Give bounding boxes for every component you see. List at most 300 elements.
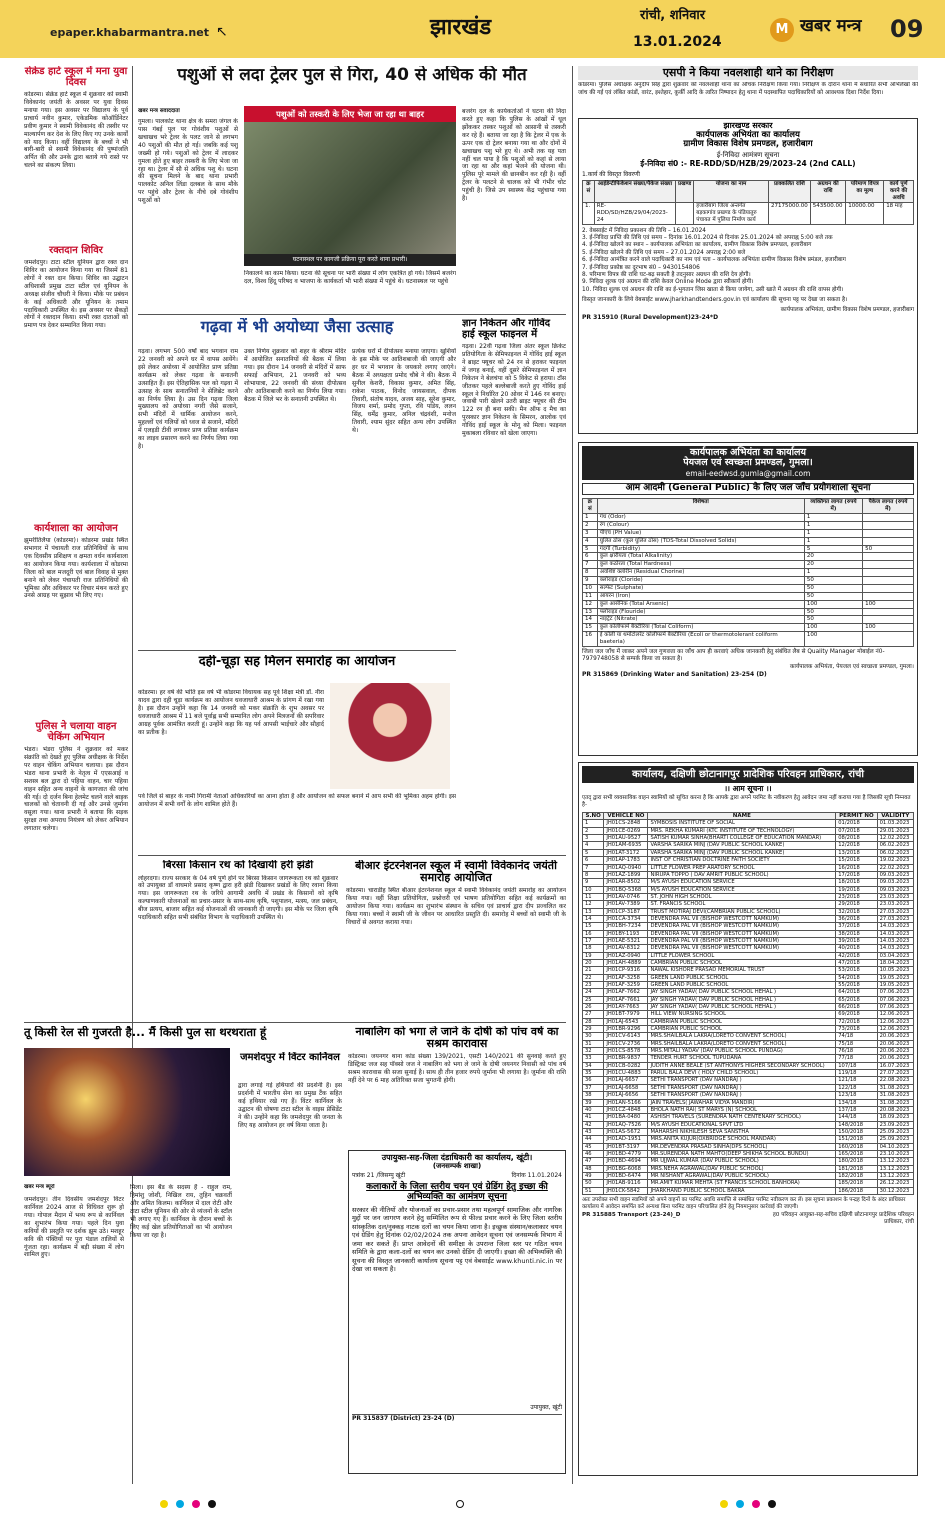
nabalig-story — [348, 1026, 566, 1148]
page-number: 09 — [890, 15, 924, 43]
table-cell: M/S AYUSH EDUCATION SERVICE — [648, 879, 836, 886]
article-headline: कार्यशाला का आयोजन — [34, 523, 118, 534]
table-cell: JH01AR-8502 — [604, 879, 648, 886]
table-cell: JH01AD-1951 — [604, 1136, 648, 1143]
table-cell: 19/2018 — [836, 886, 877, 893]
table-cell: 7 — [583, 864, 604, 871]
table-cell: 47 — [583, 1158, 604, 1165]
table-cell: 23.10.2023 — [877, 1150, 913, 1157]
table-row — [583, 1077, 914, 1084]
table-cell: VARSHA SARIKA MINJ (DAV PUBLIC SCHOOL KANKE) — [648, 849, 836, 856]
table-header-cell: NAME — [648, 812, 836, 820]
article-body: लोहरदगा। राज्य सरकार के 04 वर्ष पूर्ण होने पर बिरसा किसान जागरूकता रथ को शुक्रवार को उपायुक्त डॉ वाघमारे प्रसाद कृष्ण द्वारा हरी झंडी दिखाकर प्रखंडों के लिए रवाना किया गया। इस जागरूकता रथ के जरिये आगामी अवधि में प्रखंड के किसानों को कृषि कल्याणकारी योजनाओं का प्रचार-प्रसार के साथ-साथ कृषि, पशुपालन, मत्स्य, जल प्रबंधन, बीज प्रत्यय, बाजार सहित कई योजनाओं की जानकारी दी जाएगी। इस मौके पर जिला कृषि पदाधिकारी सहित सभी संबंधित विभाग के पदाधिकारी उपस्थित थे। — [138, 874, 338, 922]
table-cell — [863, 608, 914, 616]
table-row — [583, 1055, 914, 1062]
table-cell: 1 — [804, 529, 862, 537]
table-row — [583, 996, 914, 1003]
table-header-cell: कार्य पूर्ण करने की अवधि — [884, 181, 914, 203]
table-cell: 04.10.2023 — [877, 1143, 913, 1150]
table-row — [583, 1158, 914, 1165]
article-headline: पुलिस ने चलाया वाहन चेकिंग अभियान — [35, 721, 117, 743]
tender-point: 3. ई-निविदा प्राप्ति की तिथि एवं समय – दिनांक 16.01.2024 से दिनांक 25.01.2024 को अपराह्न 5:00 बजे तक — [582, 235, 833, 242]
registration-mark — [208, 1500, 216, 1508]
table-cell: 107/18 — [836, 1062, 877, 1069]
article-body: मिला। इस बैंड के सदस्य हैं - राहुल राम, हिमांशु जोशी, निखिल राय, तुहिन चक्रवर्ती और अमित किलम। कार्निवल में दाल रोटी और टाटा स्टील यूनियन की ओर से व्यंजनों के स्टॉल भी लगाए गए हैं। कार्निवल के दौरान बच्चों के लिए कई खेल प्रतियोगिताओं का भी आयोजन किया जा रहा है। — [130, 1184, 232, 1239]
table-row — [583, 545, 914, 553]
table-cell: CAMBRIAN PUBLIC SCHOOL — [648, 1026, 836, 1033]
table-cell: BHOLA NATH RAI( ST MARYS (N) SCHOOL — [648, 1106, 836, 1113]
table-cell: 37 — [583, 1084, 604, 1091]
table-cell: 15/2018 — [836, 857, 877, 864]
table-row — [583, 1011, 914, 1018]
concert-photo — [24, 1048, 230, 1176]
table-cell: 100 — [804, 600, 862, 608]
section-rule — [138, 855, 566, 856]
table-cell: 42/2018 — [836, 952, 877, 959]
table-row — [583, 1128, 914, 1135]
table-row — [583, 1187, 914, 1194]
dahi-story — [138, 655, 456, 855]
table-row — [583, 1018, 914, 1025]
table-cell: 100 — [863, 600, 914, 608]
table-cell: JH01BD-4779 — [604, 1150, 648, 1157]
table-cell: 12.06.2023 — [877, 1018, 913, 1025]
table-cell: 31 — [583, 1040, 604, 1047]
table-cell: 31.08.2023 — [877, 1092, 913, 1099]
table-cell: 01.03.2023 — [877, 820, 913, 827]
table-cell: 150/2018 — [836, 1128, 877, 1135]
table-cell: 50 — [804, 616, 862, 624]
table-cell: 27.03.2023 — [877, 908, 913, 915]
site-url[interactable]: epaper.khabarmantra.net — [50, 26, 209, 39]
table-row — [583, 886, 914, 893]
table-cell: JAIN TRAVELS( JAWAHAR VIDYA MANDIR) — [648, 1099, 836, 1106]
article-headline: सेक्रेड हार्ट स्कूल में मना युवा दिवस — [24, 66, 128, 88]
table-cell: LITTLE FLOWER SCHOOL — [648, 952, 836, 959]
notice-sub: ई-निविदा आमंत्रण सूचना — [716, 151, 780, 160]
table-header-cell: प्रखण्ड — [676, 181, 694, 203]
article-body: प्रत्येक घरों में दीपोत्सव मनाया जाएगा। खुशियों के इस मौके पर आतिशबाजी की जाएगी और हर घर में भगवान के जयकारे लगाए जाएंगे। बैठक में अध्यक्षता प्रमोद चौबे ने की। बैठक में सुनील केशरी, विकास कुमार, अमित सिंह, राकेश पाठक, विनोद जायसवाल, दीपक तिवारी, संतोष यादव, अजय साह, सुरेश कुमार, विजय शर्मा, प्रमोद गुप्ता, रवि पांडेय, ललन सिंह, धर्मेंद्र कुमार, अनिल चंद्रवंशी, मनोज तिवारी, श्याम सुंदर सहित अन्य लोग उपस्थित थे। — [352, 348, 456, 435]
table-cell: 39 — [583, 1099, 604, 1106]
table-row — [583, 1004, 914, 1011]
table-cell — [863, 577, 914, 585]
notice-dept: उपायुक्त-सह-जिला दंडाधिकारी का कार्यालय, खूंटी। — [381, 1153, 533, 1162]
table-cell: 18 — [583, 945, 604, 952]
table-cell: JH01AY-7663 — [604, 1004, 648, 1011]
table-cell: MR.DEVENDRA PRASAD SINHA(DPS SCHOOL) — [648, 1143, 836, 1150]
notice-branch: (जनसम्पर्क शाखा) — [432, 1161, 482, 1170]
table-cell: 34 — [583, 1062, 604, 1069]
table-cell: HILL VIEW NURSING SCHOOL — [648, 1011, 836, 1018]
table-row — [583, 1062, 914, 1069]
table-cell: 18.04.2023 — [877, 959, 913, 966]
table-cell: 5 — [583, 545, 598, 553]
table-cell: अवशिष्ट क्लोरीन (Residual Chorine) — [597, 569, 804, 577]
tender-point: 4. ई-निविदा खोलने का स्थान – कार्यपालक अभियंता का कार्यालय, ग्रामीण विकास विशेष प्रमण्डल, हजारीबाग — [582, 242, 812, 249]
table-cell: 16.07.2023 — [877, 1062, 913, 1069]
table-cell: MRS. REKHA KUMARI (KTC INSTITUTE OF TECHNOLOGY) — [648, 827, 836, 834]
article-headline: बीआर इंटरनेशनल स्कूल में स्वामी विवेकानंद जयंती समारोह आयोजित — [355, 860, 557, 885]
table-cell: 9 — [583, 879, 604, 886]
table-row — [583, 849, 914, 856]
table-cell: 1. — [583, 202, 595, 224]
table-cell: 23/2018 — [836, 893, 877, 900]
table-row — [583, 1143, 914, 1150]
pr-number: PR 315837 (District) 23-24 (D) — [352, 1414, 562, 1423]
table-cell: 16 — [583, 632, 598, 647]
table-cell: 15 — [583, 923, 604, 930]
tender-point: 10. निविदा शुल्क एवं अग्रधन की राशि का ई-भुगतान जिस खाता से किया जायेगा, उसी खाते में अग्रधन की राशि वापस होगी। — [582, 286, 844, 293]
table-cell: 4 — [583, 842, 604, 849]
table-cell: 20.06.2023 — [877, 1055, 913, 1062]
table-cell: JH01CA-3734 — [604, 915, 648, 922]
table-cell: JH01CU-4883 — [604, 1070, 648, 1077]
table-cell: MR UJJWAL KUMAR (DAV PUBLIC SCHOOL) — [648, 1158, 836, 1165]
table-cell: 03.04.2023 — [877, 952, 913, 959]
article-headline: बिरसा किसान रथ को दिखायी हरी झंडी — [162, 860, 314, 871]
table-cell: 21 — [583, 967, 604, 974]
table-cell: 50 — [804, 577, 862, 585]
table-cell: 74/18 — [836, 1033, 877, 1040]
table-cell: 49 — [583, 1172, 604, 1179]
table-cell: 50 — [804, 608, 862, 616]
table-cell: LITTLE FLOWER PREP ARATORY SCHOOL — [648, 864, 836, 871]
article-body: कोडरमा। जयनगर थाना कांड संख्या 139/2021, एसटी 140/2021 की सुनवाई करते हुए डिस्ट्रिक्ट जज सह पॉक्सो जज ने नाबालिग को भगा ले जाने के दोषी जयनगर निवासी को पांच वर्ष सश्रम कारावास की सजा सुनाई है। साथ ही तीन हजार रुपये जुर्माना भी लगाया है। जुर्माना की राशि नहीं देने पर 6 माह अतिरिक्त सजा भुगतनी होगी। — [348, 1053, 566, 1084]
table-cell: SYMBOSIS INSTITUTE OF SOCIAL — [648, 820, 836, 827]
table-cell: गंदगी (Turbidity) — [597, 545, 804, 553]
table-cell: 11 — [583, 893, 604, 900]
table-cell: 23 — [583, 982, 604, 989]
table-cell: 165/2018 — [836, 1150, 877, 1157]
edition-date: 13.01.2024 — [633, 34, 722, 50]
table-cell: 25.09.2023 — [877, 1136, 913, 1143]
table-cell: 15 — [583, 624, 598, 632]
table-row — [583, 1040, 914, 1047]
table-cell: 6 — [583, 857, 604, 864]
table-cell: JH01CP-3187 — [604, 908, 648, 915]
table-cell: 13.12.2023 — [877, 1165, 913, 1172]
registration-mark — [752, 1500, 760, 1508]
table-cell: 12.06.2023 — [877, 1026, 913, 1033]
table-cell: JH01CV-2736 — [604, 1040, 648, 1047]
notice-body: सरकार की नीतियों और योजनाओं का प्रचार-प्रसार तथा महत्वपूर्ण सामाजिक और नागरिक मुद्दों पर जन जागरण करने हेतु सम्मिलित रूप से फील्ड प्रचार करने के लिए जिला स्तरीय सांस्कृतिक दल/नुक्कड़ नाटक दलों का चयन किया जाना है। इच्छुक संस्थान/कलाकार चयन एवं ग्रेडिंग हेतु दिनांक 02/02/2024 तक अपना आवेदन सूचना एवं जनसम्पर्क विभाग में जमा कर सकते हैं। प्राप्त आवेदनों की समीक्षा के उपरान्त जिला स्तर पर गठित चयन समिति के द्वारा कला-दलों का चयन कर उनको ग्रेडिंग दी जाएगी। इच्छा की अभिव्यक्ति की सूचना की विस्तृत जानकारी कार्यालय सूचना पट्ट एवं वेबसाईट www.khunti.nic.in पर देखा जा सकता है। — [352, 1205, 562, 1273]
table-cell: JH01CB-0282 — [604, 1062, 648, 1069]
table-cell: 16/2018 — [836, 864, 877, 871]
table-cell: JH01AQ-7526 — [604, 1121, 648, 1128]
table-cell: 36/2018 — [836, 915, 877, 922]
table-cell: MRS.SHAILBALA LAKRA(LORETO CONVENT SCHOOL) — [648, 1040, 836, 1047]
tender-point: 5. ई-निविदा खोलने की तिथि एवं समय – 27.01.2024 अपराह्न 2:00 बजे — [582, 249, 746, 256]
notice-sign: कार्यपालक अभियंता, ग्रामीण विकास विशेष प्रमण्डल, हजारीबाग — [780, 306, 914, 313]
table-row — [583, 1033, 914, 1040]
table-cell: ASHISH TRAVELS (SURENDRA NATH CENTENARY SCHOOL) — [648, 1114, 836, 1121]
table-cell: 17/2018 — [836, 871, 877, 878]
article-body: निकालने का काम किया। घटना की सूचना पर भारी संख्या में लोग एकत्रित हो गये। जिसमें बजरंग दल, विश्व हिंदू परिषद व भाजपा के कार्यकर्ता भी भारी संख्या में पहुंचे थे। घटनास्थल पर पहुंचे — [244, 270, 456, 285]
table-cell: NAWAL KISHORE PRASAD MEMORIAL TRUST — [648, 967, 836, 974]
table-cell: 13.12.2023 — [877, 1172, 913, 1179]
table-cell: JH01AT-3172 — [604, 849, 648, 856]
tender-table — [582, 180, 914, 224]
table-cell: 44 — [583, 1136, 604, 1143]
table-cell: 18 माह — [884, 202, 914, 224]
tender-point: 2. वेबसाईट में निविदा प्रकाशन की तिथि – 16.01.2024 — [582, 227, 706, 234]
table-cell: TRUST MOTIRAJ DEVI(CAMBRIAN PUBLIC SCHOOL) — [648, 908, 836, 915]
table-row — [583, 632, 914, 647]
table-cell: MR.SURENDRA NATH MAHTO(DEEP SHIKHA SCHOOL BUNDU) — [648, 1150, 836, 1157]
table-cell: JH01AV-8312 — [604, 945, 648, 952]
table-cell: 75/18 — [836, 1040, 877, 1047]
table-cell: SETHI TRANSPORT (DAV NANDRAJ ) — [648, 1077, 836, 1084]
table-row — [583, 569, 914, 577]
rto-notice — [578, 762, 918, 1476]
tender-point: 7. ई-निविदा प्रकोष्ठ का दूरभाष सं0 – 9430154806 — [582, 264, 700, 271]
article-headline: ज्ञान निकेतन और गोविंद हाई स्कूल फाइनल में — [462, 318, 551, 340]
table-cell: 20 — [804, 561, 862, 569]
table-cell: MRS.ANITA KUJUR(OXBRIDGE SCHOOL MANDAR) — [648, 1136, 836, 1143]
table-cell: NIRUPA TOPPO ( DAV AMRIT PUBLIC SCHOOL) — [648, 871, 836, 878]
table-cell: 100 — [804, 632, 862, 647]
table-cell: 06.02.2023 — [877, 849, 913, 856]
table-cell: कुल आर्सेनिक (Total Arsenic) — [597, 600, 804, 608]
table-cell: 50 — [863, 545, 914, 553]
table-cell: 48 — [583, 1165, 604, 1172]
table-row — [583, 1070, 914, 1077]
table-cell: MRS.SHAILBALA LAKRA(LORETO CONVENT SCHOOL) — [648, 1033, 836, 1040]
article-headline: गढ़वा में भी अयोध्या जैसा उत्साह — [200, 318, 394, 336]
table-cell: JH01AE-5321 — [604, 937, 648, 944]
table-row — [583, 982, 914, 989]
table-cell — [863, 584, 914, 592]
table-cell: पीएच (PH Value) — [597, 529, 804, 537]
cursor-icon: ↖ — [216, 24, 228, 40]
table-cell: 20.06.2023 — [877, 1033, 913, 1040]
table-cell: 5 — [804, 545, 862, 553]
table-cell — [863, 537, 914, 545]
table-row — [583, 864, 914, 871]
table-row — [583, 901, 914, 908]
article-body: भंडरा। भंडरा पुलिस ने शुक्रवार को मकर संक्रांति को देखते हुए पुलिस अधीक्षक के निर्देश पर वाहन चेकिंग अभियान चलाया। इस दौरान भंडरा थाना प्रभारी के नेतृत्व में एएसआई व सशस्त्र बल द्वारा दो पहिया वाहन, चार पहिया वाहन सहित अन्य वाहनों के कागजात की जांच की गई। दो दर्जन बिना हेलमेट चलने वाले बाइक चालकों को चेतावनी दी गई और उनसे जुर्माना वसूला गया। थाना प्रभारी ने बताया कि सड़क सुरक्षा तथा अपराध नियंत्रण को लेकर अभियान लगातार चलेगा। — [24, 746, 128, 833]
article-body: गुमला। पालकोट थाना क्षेत्र के समरा जंगल के पास गंबई पुल पर गोवंशीय पशुओं से खचाखच भरे ट्रेलर के पलट जाने से लगभग 40 पशुओं की मौत हो गई। जबकि कई पशु जख्मी हो गये। पशुओं को ट्रेलर में लादकर गुमला होते हुए बाहर तस्करी के लिए भेजा जा रहा था। ट्रेलर में सौ से अधिक पशु थे। घटना की सूचना मिलने के बाद थाना प्रभारी पालकोट अनिल लिंडा दलबल के साथ मौके पर पहुंचे और ट्रेलर के नीचे दबे गोवंशीय पशुओं को — [138, 118, 238, 205]
notice-division: पेयजल एवं स्वच्छता प्रमण्डल, गुमला। — [683, 457, 813, 469]
notice-sub: ।। आम सूचना ।। — [724, 784, 772, 793]
table-cell: 47/2018 — [836, 959, 877, 966]
table-header-cell: प्राक्कलित राशि — [769, 181, 811, 203]
table-cell: JH01AF-7661 — [604, 996, 648, 1003]
table-row — [583, 1106, 914, 1113]
table-cell: 51 — [583, 1187, 604, 1194]
table-cell: VARSHA SARIKA MINJ (DAV PUBLIC SCHOOL KANKE) — [648, 842, 836, 849]
table-cell: 20.06.2023 — [877, 1048, 913, 1055]
table-cell: JH01BA-0480 — [604, 1114, 648, 1121]
table-cell: 09.03.2023 — [877, 886, 913, 893]
table-row — [583, 1084, 914, 1091]
table-cell: नाइट्रेट (Nitrate) — [597, 616, 804, 624]
table-row — [583, 857, 914, 864]
table-cell: JH01CP-9316 — [604, 967, 648, 974]
table-cell: 7 — [583, 561, 598, 569]
table-cell: 10.05.2023 — [877, 967, 913, 974]
table-cell: JH01AB-9116 — [604, 1180, 648, 1187]
registration-mark — [456, 1500, 464, 1508]
table-cell: 137/18 — [836, 1106, 877, 1113]
table-cell: 07/2018 — [836, 827, 877, 834]
table-cell: 14 — [583, 915, 604, 922]
table-cell: 38 — [583, 1092, 604, 1099]
registration-mark — [768, 1500, 776, 1508]
table-cell: 27 — [583, 1011, 604, 1018]
tender-points — [582, 228, 914, 295]
table-cell: JH01CK-5842 — [604, 1187, 648, 1194]
table-cell: 38/2018 — [836, 930, 877, 937]
registration-mark — [736, 1500, 744, 1508]
notice-gov: झारखण्ड सरकार — [723, 121, 773, 130]
section-rule — [24, 1022, 566, 1023]
table-cell: 28 — [583, 1018, 604, 1025]
table-row — [583, 624, 914, 632]
table-row — [583, 608, 914, 616]
table-cell — [863, 561, 914, 569]
registration-mark — [160, 1500, 168, 1508]
table-cell: 10 — [583, 584, 598, 592]
notice-title: कलाकारों के जिला स्तरीय चयन एवं ग्रेडिंग हेतु इच्छा की अभिव्यक्ति का आमंत्रण सूचना — [366, 1182, 548, 1203]
table-cell: 8 — [583, 569, 598, 577]
table-cell: JH01BY-1193 — [604, 930, 648, 937]
article-headline: रक्तदान शिविर — [49, 245, 103, 256]
table-cell: 13 — [583, 608, 598, 616]
table-cell: 08/2018 — [836, 835, 877, 842]
table-cell: 1 — [583, 514, 598, 522]
table-cell: JH01BD-4694 — [604, 1158, 648, 1165]
table-cell: 45 — [583, 1143, 604, 1150]
table-cell: 2 — [583, 827, 604, 834]
table-cell: DEVENDRA PAL VII (BISHOP WESTCOTT NAMKUM) — [648, 930, 836, 937]
table-row — [583, 945, 914, 952]
table-cell: JH01AJ-6543 — [604, 1018, 648, 1025]
table-header-cell: आईडेन्टीफिकेशन संख्या/पैकेज संख्या — [594, 181, 675, 203]
table-row — [583, 974, 914, 981]
photo-strap: पशुओं को तस्करी के लिए भेजा जा रहा था बाहर — [244, 106, 456, 122]
table-cell: 06.02.2023 — [877, 842, 913, 849]
brand-name: खबर मन्त्र — [800, 16, 862, 36]
table-cell: 18.09.2023 — [877, 1114, 913, 1121]
table-cell: 26 — [583, 1004, 604, 1011]
table-cell: 18/2018 — [836, 879, 877, 886]
table-row — [583, 1114, 914, 1121]
table-cell: JH01AJ-6658 — [604, 1084, 648, 1091]
table-row — [583, 915, 914, 922]
table-row — [583, 1180, 914, 1187]
table-cell: JAY SINGH YADAV( DAV PUBLIC SCHOOL HEHAL ) — [648, 1004, 836, 1011]
table-cell: 543500.00 — [810, 202, 846, 224]
article-body: जमशेदपुर। टाटा स्टील यूनियन द्वारा रक्त दान शिविर का आयोजन किया गया था जिसमें 81 लोगों ने रक्त दान किया। शिविर का उद्घाटन अधिशासी प्रमुख टाटा स्टील एवं यूनियन के अध्यक्ष संजीव चौधरी ने किया। मौके पर प्रबंधन के कई अधिकारी और यूनियन के तमाम पदाधिकारी उपस्थित थे। इस अवसर पर सैकड़ों लोगों ने रक्तदान किया। सभी रक्त दाताओं को प्रमाण पत्र देकर सम्मानित किया गया। — [24, 259, 128, 330]
table-cell: MR.AMIT KUMAR MEHTA (ST FRANCIS SCHOOL BANHORA) — [648, 1180, 836, 1187]
table-cell: 12 — [583, 901, 604, 908]
table-row — [583, 835, 914, 842]
table-cell: 6 — [583, 553, 598, 561]
table-cell: 19 — [583, 952, 604, 959]
table-cell: JH01AZ-0940 — [604, 952, 648, 959]
article-body: कोडरमा। चाराडीह स्थित बीआर इंटरनेशनल स्कूल में स्वामी विवेकानंद जयंती समारोह का आयोजन किया गया। वहीं शिक्षा प्रतियोगिता, प्रश्नोत्तरी एवं भाषण प्रतियोगिता सहित कई कार्यक्रमों का आयोजन किया गया। कार्यक्रम का शुभारंभ संस्थान के सचिव एवं प्राचार्य द्वारा दीप प्रज्वलित कर किया गया। बच्चों ने स्वामी जी के जीवन पर आधारित प्रस्तुति दी। समारोह में बच्चों को स्वामी जी के विचारों से अवगत कराया गया। — [346, 887, 566, 926]
table-cell: 100 — [804, 624, 862, 632]
sp-story — [578, 66, 918, 114]
table-cell: 33 — [583, 1055, 604, 1062]
table-cell: JH01BT-7979 — [604, 1011, 648, 1018]
table-cell: कुल क्षारीयता (Total Alkalinity) — [597, 553, 804, 561]
table-cell: 151/2018 — [836, 1136, 877, 1143]
table-cell: 144/18 — [836, 1114, 877, 1121]
table-cell: JH01BT-3197 — [604, 1143, 648, 1150]
table-cell: 07.06.2023 — [877, 1004, 913, 1011]
table-cell: MR NISHANT AGRAWAL(DAV PUBLIC SCHOOL) — [648, 1172, 836, 1179]
table-cell: 30 — [583, 1033, 604, 1040]
table-row — [583, 1121, 914, 1128]
table-cell — [863, 521, 914, 529]
table-row — [583, 514, 914, 522]
table-cell: TENDER HURT SCHOOL TUPUDANA — [648, 1055, 836, 1062]
column-rule — [572, 66, 573, 1484]
table-cell: 3 — [583, 529, 598, 537]
table-cell: JH01CE-0269 — [604, 827, 648, 834]
registration-mark — [720, 1500, 728, 1508]
table-header-cell: S.NO — [583, 812, 604, 820]
table-cell: JUDITH ANNE BEALE (ST ANTHONYS HIGHER SECONDARY SCHOOL) — [648, 1062, 836, 1069]
table-cell: JH01AV-7389 — [604, 901, 648, 908]
table-cell: 19.02.2023 — [877, 857, 913, 864]
table-cell: INST OF CHRISTIAN DOCTRINE FAITH SOCIETY — [648, 857, 836, 864]
table-row — [583, 930, 914, 937]
table-header-cell: अग्रधन की राशि — [810, 181, 846, 203]
table-cell: 123/18 — [836, 1092, 877, 1099]
table-cell: 09.03.2023 — [877, 879, 913, 886]
table-cell: JH01BH-7234 — [604, 923, 648, 930]
table-cell: JH01BQ-5368 — [604, 886, 648, 893]
table-row — [583, 923, 914, 930]
table-cell: ST. JOHN HIGH SCHOOL — [648, 893, 836, 900]
table-cell: 29.01.2023 — [877, 827, 913, 834]
table-cell: 10 — [583, 886, 604, 893]
table-cell: कुल कोलीफार्म बैक्टीरिया (Total Coliform) — [597, 624, 804, 632]
table-row — [583, 1136, 914, 1143]
table-cell: रंग (Colour) — [597, 521, 804, 529]
table-cell: JH01AP-1783 — [604, 857, 648, 864]
table-cell: 31.08.2023 — [877, 1084, 913, 1091]
table-cell: 148/2018 — [836, 1121, 877, 1128]
pr-number: PR 315885 Transport (23-24)_D — [582, 1211, 681, 1218]
table-cell — [863, 616, 914, 624]
table-cell: 32 — [583, 1048, 604, 1055]
table-cell: JAY SINGH YADAV( DAV PUBLIC SCHOOL HEHAL ) — [648, 989, 836, 996]
table-cell: 37/2018 — [836, 923, 877, 930]
notice-office: कार्यपालक अभियंता का कार्यालय — [696, 129, 800, 140]
notice-email[interactable]: email-eedwsd.gumla@gmail.com — [685, 468, 811, 478]
table-row — [583, 616, 914, 624]
notice-footer: अतः उपरोक्त सभी वाहन स्वामियों को अपने वाहनों का परमिट अवधि समाप्ति से सम्बंधित परमिट नवीकरण कर लें। इस सूचना प्रकाशन के पन्द्रह दिनों के अंदर प्राधिकार कार्यालय में आवेदन समर्पित करें अन्यथा बिना परमिट वाहन परिचालित होने हेतु नियमानुसार कार्रवाई की जाएगी। — [582, 1196, 906, 1210]
table-cell: 55/2018 — [836, 982, 877, 989]
table-cell: 32/2018 — [836, 908, 877, 915]
table-row — [583, 537, 914, 545]
table-row — [583, 879, 914, 886]
footer-note: विस्तृत जानकारी के लिये वेबसाईट www.jharkhandtenders.gov.in एवं कार्यालय की सूचना पट्ट पर देखा जा सकता है। — [582, 297, 848, 304]
table-cell: 73/2018 — [836, 1026, 877, 1033]
article-body: गढ़वा। लगभग 500 वर्षों बाद भगवान राम 22 जनवरी को अपने घर में वापस आयेंगे। इसे लेकर अयोध्या में आयोजित प्राण प्रतिष्ठा कार्यक्रम को लेकर गढ़वा के सनातनी उत्साहित हैं। इस ऐतिहासिक पल को गढ़वा में उत्साह के साथ सनातनियों ने सेलिब्रेट करने का निर्णय लिया है। उस दिन गढ़वा जिला मुख्यालय को अयोध्या नगरी जैसे सजाने, सभी मंदिरों में धार्मिक आयोजन करने, मुहल्लों एवं गलियों को ध्वज से सजाने, मंदिरों में एलइडी टीवी लगाकर प्राण प्रतिष्ठा कार्यक्रम का लाइव प्रसारण करने का निर्णय लिया गया है। — [138, 348, 238, 451]
city-day: रांची, शनिवार — [640, 8, 706, 23]
ayodhya-story — [138, 318, 456, 648]
table-header-cell: PERMIT NO — [836, 812, 877, 820]
table-cell: 5 — [583, 849, 604, 856]
table-row — [583, 553, 914, 561]
table-header-cell: VEHICLE NO — [604, 812, 648, 820]
table-cell: 8 — [583, 871, 604, 878]
